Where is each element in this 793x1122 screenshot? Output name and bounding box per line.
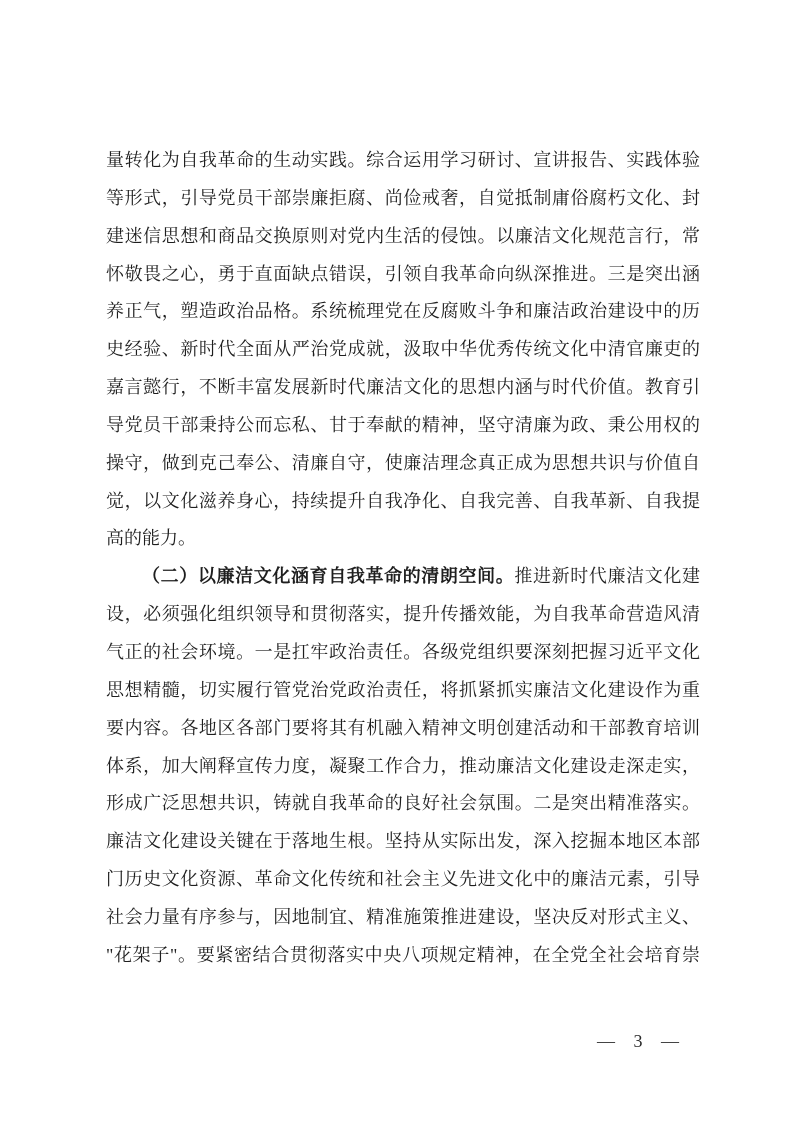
body-line: 廉洁文化建设关键在于落地生根。坚持从实际出发，深入挖掘本地区本部 — [106, 831, 700, 852]
body-line: 建迷信思想和商品交换原则对党内生活的侵蚀。以廉洁文化规范言行，常 — [106, 225, 700, 246]
body-line: 形成广泛思想共识，铸就自我革命的良好社会氛围。二是突出精准落实。 — [106, 793, 700, 814]
body-line: 史经验、新时代全面从严治党成就，汲取中华优秀传统文化中清官廉吏的 — [106, 339, 700, 360]
body-line: 社会力量有序参与，因地制宜、精准施策推进建设，坚决反对形式主义、 — [106, 906, 700, 927]
body-line: 思想精髓，切实履行管党治党政治责任，将抓紧抓实廉洁文化建设作为重 — [106, 679, 700, 700]
body-line: 体系，加大阐释宣传力度，凝聚工作合力，推动廉洁文化建设走深走实， — [106, 755, 700, 776]
document-body — [106, 142, 700, 975]
body-line: "花架子"。要紧密结合贯彻落实中央八项规定精神，在全党全社会培育崇 — [106, 944, 700, 965]
body-line: 怀敬畏之心，勇于直面缺点错误，引领自我革命向纵深推进。三是突出涵 — [106, 263, 700, 284]
section-heading-continuation: 推进新时代廉洁文化建 — [514, 566, 700, 587]
body-line: 门历史文化资源、革命文化传统和社会主义先进文化中的廉洁元素，引导 — [106, 869, 700, 890]
body-line: 嘉言懿行，不断丰富发展新时代廉洁文化的思想内涵与时代价值。教育引 — [106, 377, 700, 398]
section-heading: （二）以廉洁文化涵育自我革命的清朗空间。 — [142, 566, 515, 587]
page-number: — 3 — — [597, 1031, 681, 1051]
body-line: 养正气，塑造政治品格。系统梳理党在反腐败斗争和廉洁政治建设中的历 — [106, 301, 700, 322]
body-line: 气正的社会环境。一是扛牢政治责任。各级党组织要深刻把握习近平文化 — [106, 641, 700, 662]
paragraph-1 — [106, 142, 700, 558]
body-line: 要内容。各地区各部门要将其有机融入精神文明创建活动和干部教育培训 — [106, 717, 700, 738]
body-line: 觉，以文化滋养身心，持续提升自我净化、自我完善、自我革新、自我提 — [106, 490, 700, 511]
body-line: 设，必须强化组织领导和贯彻落实，提升传播效能，为自我革命营造风清 — [106, 604, 700, 625]
body-line: 等形式，引导党员干部崇廉拒腐、尚俭戒奢，自觉抵制庸俗腐朽文化、封 — [106, 187, 700, 208]
body-line: 操守，做到克己奉公、清廉自守，使廉洁理念真正成为思想共识与价值自 — [106, 452, 700, 473]
body-line: 量转化为自我革命的生动实践。综合运用学习研讨、宣讲报告、实践体验 — [106, 150, 700, 170]
body-line — [106, 558, 700, 596]
body-line: 高的能力。 — [106, 528, 196, 549]
body-line: 导党员干部秉持公而忘私、甘于奉献的精神，坚守清廉为政、秉公用权的 — [106, 414, 700, 435]
paragraph-2 — [106, 558, 700, 974]
